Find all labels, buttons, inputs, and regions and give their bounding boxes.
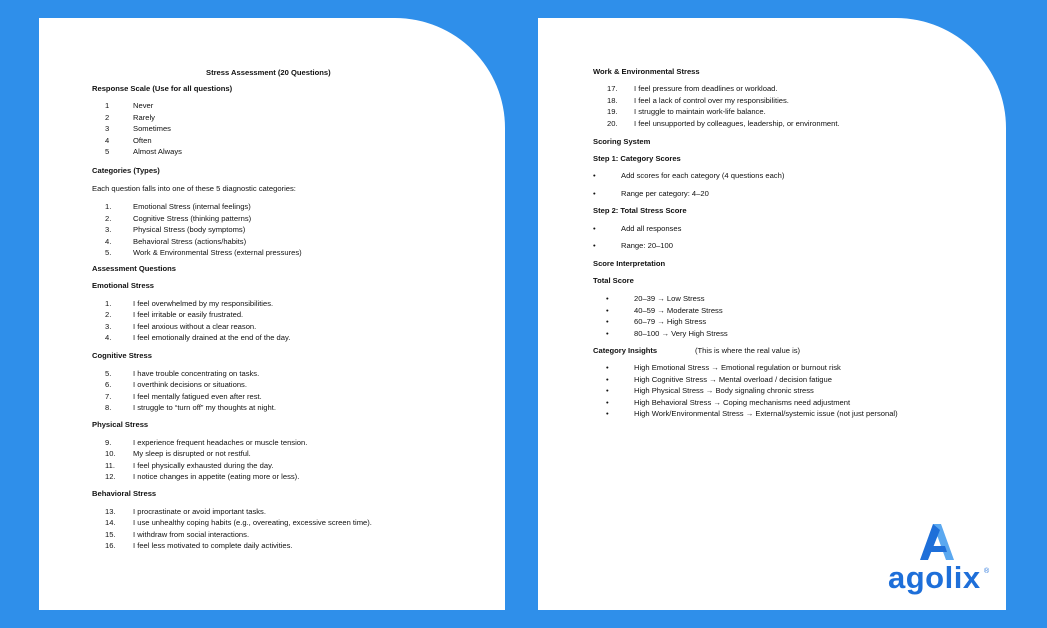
scale-number: 3 (105, 124, 110, 133)
question-number: 13. (105, 506, 116, 516)
scale-label: Never (133, 101, 154, 110)
category-number: 2. (105, 213, 112, 223)
question-number: 12. (105, 472, 116, 481)
question-number: 18. (607, 95, 618, 105)
category-label: Cognitive Stress (thinking patterns) (133, 213, 252, 223)
insights-note: (This is where the real value is) (695, 346, 801, 355)
scale-number: 4 (105, 135, 110, 145)
bullet: • (593, 241, 596, 250)
question-text: I feel anxious without a clear reason. (133, 321, 257, 331)
question-text: I feel mentally fatigued even after rest. (133, 391, 262, 401)
bullet: • (606, 409, 609, 418)
question-text: I overthink decisions or situations. (133, 380, 247, 389)
question-number: 20. (607, 118, 618, 128)
step2-item: Add all responses (621, 224, 682, 233)
scale-label: Sometimes (133, 124, 171, 133)
question-text: I feel emotionally drained at the end of the day. (133, 333, 291, 342)
categories-intro: Each question falls into one of these 5 diagnostic categories: (92, 184, 296, 193)
step2-heading: Step 2: Total Stress Score (593, 206, 687, 215)
bullet: • (606, 374, 609, 384)
bullet: • (606, 294, 609, 303)
step1-item: Add scores for each category (4 questions each) (621, 171, 785, 180)
bullet: • (593, 171, 596, 180)
total-score-range: 40–59 → Moderate Stress (634, 305, 723, 315)
section-heading-categories: Categories (Types) (92, 166, 160, 175)
category-label: Physical Stress (body symptoms) (133, 225, 246, 234)
scale-number: 2 (105, 112, 110, 122)
category-label: Behavioral Stress (actions/habits) (133, 236, 247, 246)
question-number: 5. (105, 368, 112, 378)
question-number: 14. (105, 518, 116, 527)
question-text: I have trouble concentrating on tasks. (133, 368, 260, 378)
question-number: 8. (105, 403, 112, 412)
question-number: 3. (105, 321, 112, 331)
question-text: I withdraw from social interactions. (133, 529, 250, 539)
question-text: I feel unsupported by colleagues, leadership, or environment. (634, 118, 840, 128)
section-heading-response-scale: Response Scale (Use for all questions) (92, 84, 233, 93)
question-text: I struggle to maintain work-life balance. (634, 107, 766, 116)
category-number: 1. (105, 202, 112, 211)
document-page-right (538, 18, 1006, 610)
question-text: I notice changes in appetite (eating more or less). (133, 472, 300, 481)
insight-item: High Physical Stress → Body signaling chronic stress (634, 386, 814, 395)
scale-number: 5 (105, 147, 110, 156)
total-score-range: 60–79 → High Stress (634, 317, 707, 326)
category-number: 5. (105, 248, 112, 257)
bullet: • (606, 386, 609, 395)
logo-registered-mark: ® (984, 568, 990, 575)
bullet: • (606, 363, 609, 372)
question-number: 17. (607, 84, 618, 93)
question-text: I struggle to “turn off” my thoughts at night. (133, 403, 276, 412)
question-text: I feel a lack of control over my responsibilities. (634, 95, 789, 105)
category-number: 3. (105, 225, 112, 234)
section-heading-behavioral: Behavioral Stress (92, 489, 157, 498)
question-text: My sleep is disrupted or not restful. (133, 449, 251, 458)
question-text: I feel overwhelmed by my responsibilities. (133, 298, 274, 308)
question-number: 11. (105, 460, 115, 470)
section-heading-interpretation: Score Interpretation (593, 259, 666, 268)
category-number: 4. (105, 236, 112, 246)
question-number: 2. (105, 310, 112, 319)
step2-item: Range: 20–100 (621, 241, 673, 250)
question-text: I feel less motivated to complete daily activities. (133, 541, 293, 550)
question-number: 4. (105, 333, 112, 342)
bullet: • (593, 189, 596, 198)
question-number: 7. (105, 391, 112, 401)
category-label: Emotional Stress (internal feelings) (133, 202, 251, 211)
insight-item: High Emotional Stress → Emotional regulation or burnout risk (634, 363, 841, 372)
question-number: 6. (105, 380, 112, 389)
section-heading-insights: Category Insights (593, 346, 658, 355)
page-title: Stress Assessment (20 Questions) (206, 68, 331, 77)
insight-item: High Behavioral Stress → Coping mechanisms need adjustment (634, 397, 851, 407)
scale-label: Often (133, 135, 152, 145)
bullet: • (606, 317, 609, 326)
bullet: • (593, 224, 596, 233)
total-score-range: 20–39 → Low Stress (634, 294, 705, 303)
question-text: I feel irritable or easily frustrated. (133, 310, 244, 319)
section-heading-emotional: Emotional Stress (92, 281, 155, 290)
logo-wordmark: agolix (888, 560, 981, 595)
section-heading-cognitive: Cognitive Stress (92, 351, 152, 360)
agolix-logo (888, 524, 988, 604)
question-text: I feel physically exhausted during the day. (133, 460, 274, 470)
scale-label: Rarely (133, 112, 155, 122)
section-heading-assessment: Assessment Questions (92, 264, 176, 273)
question-number: 15. (105, 529, 116, 539)
question-text: I use unhealthy coping habits (e.g., overeating, excessive screen time). (133, 518, 372, 527)
scale-label: Almost Always (133, 147, 182, 156)
total-score-heading: Total Score (593, 276, 634, 285)
category-label: Work & Environmental Stress (external pressures) (133, 248, 302, 257)
question-number: 10. (105, 449, 116, 458)
total-score-range: 80–100 → Very High Stress (634, 328, 728, 338)
bullet: • (606, 305, 609, 315)
scale-number: 1 (105, 101, 110, 110)
section-heading-work: Work & Environmental Stress (593, 67, 700, 76)
bullet: • (606, 397, 609, 407)
section-heading-scoring: Scoring System (593, 137, 651, 146)
section-heading-physical: Physical Stress (92, 420, 149, 429)
question-text: I feel pressure from deadlines or workload. (634, 84, 778, 93)
question-text: I experience frequent headaches or muscle tension. (133, 437, 308, 447)
bullet: • (606, 328, 609, 338)
question-number: 9. (105, 437, 112, 447)
question-number: 19. (607, 107, 618, 116)
question-number: 16. (105, 541, 116, 550)
step1-heading: Step 1: Category Scores (593, 154, 681, 163)
question-number: 1. (105, 298, 112, 308)
insight-item: High Cognitive Stress → Mental overload / decision fatigue (634, 374, 832, 384)
question-text: I procrastinate or avoid important tasks. (133, 506, 266, 516)
insight-item: High Work/Environmental Stress → External/systemic issue (not just personal) (634, 409, 898, 418)
step1-item: Range per category: 4–20 (621, 189, 709, 198)
agolix-logo-mark-icon (920, 524, 954, 560)
document-page-left (39, 18, 505, 610)
